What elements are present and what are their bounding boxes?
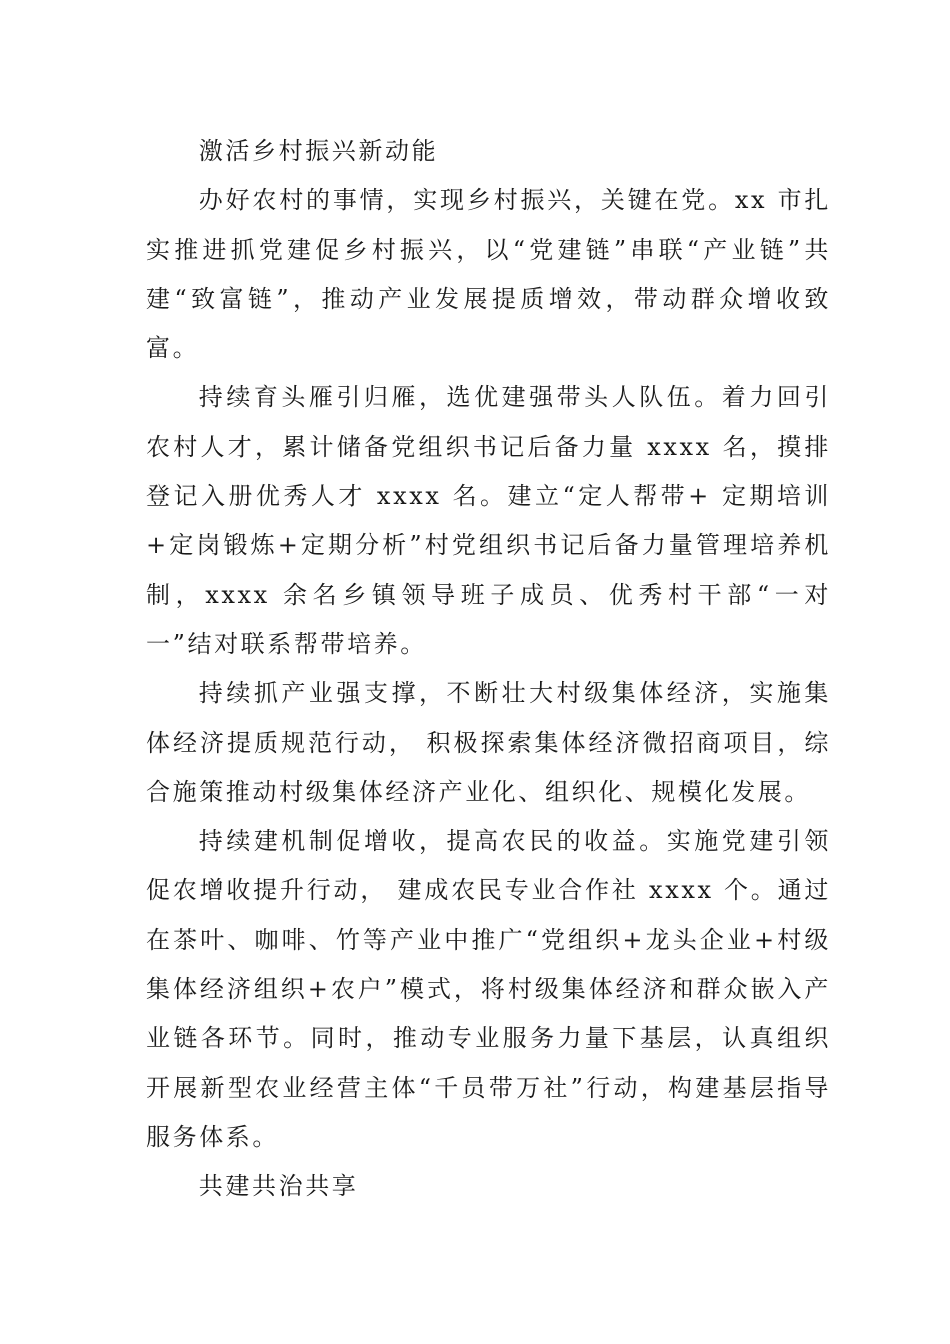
paragraph-4: 持续建机制促增收，提高农民的收益。实施党建引领促农增收提升行动， 建成农民专业合作社 xxxx 个。通过在茶叶、咖啡、竹等产业中推广“党组织+龙头企业+村级集体经济组织+农户”模式，将村级集体经济和群众嵌入产业链各环节。同时，推动专业服务力量下基层，认真组织开展新型农业经营主体“千员带万社”行动，构建基层指导服务体系。 (146, 827, 831, 1151)
paragraph-2: 持续育头雁引归雁，选优建强带头人队伍。着力回引农村人才，累计储备党组织书记后备力量 xxxx 名，摸排登记入册优秀人才 xxxx 名。建立“定人帮带+ 定期培训+定岗锻炼+定期分析”村党组织书记后备力量管理培养机制，xxxx 余名乡镇领导班子成员、优秀村干部“一对一”结对联系帮带培养。 (146, 383, 831, 658)
paragraph-3: 持续抓产业强支撑，不断壮大村级集体经济，实施集体经济提质规范行动， 积极探索集体经济微招商项目，综合施策推动村级集体经济产业化、组织化、规模化发展。 (146, 679, 831, 806)
document-body (146, 127, 831, 1212)
section-heading-2: 共建共治共享 (198, 1172, 359, 1201)
section-heading-1: 激活乡村振兴新动能 (198, 137, 439, 165)
paragraph-1: 办好农村的事情，实现乡村振兴，关键在党。xx 市扎实推进抓党建促乡村振兴，以“党建链”串联“产业链”共建“致富链”，推动产业发展提质增效，带动群众增收致富。 (146, 186, 831, 363)
